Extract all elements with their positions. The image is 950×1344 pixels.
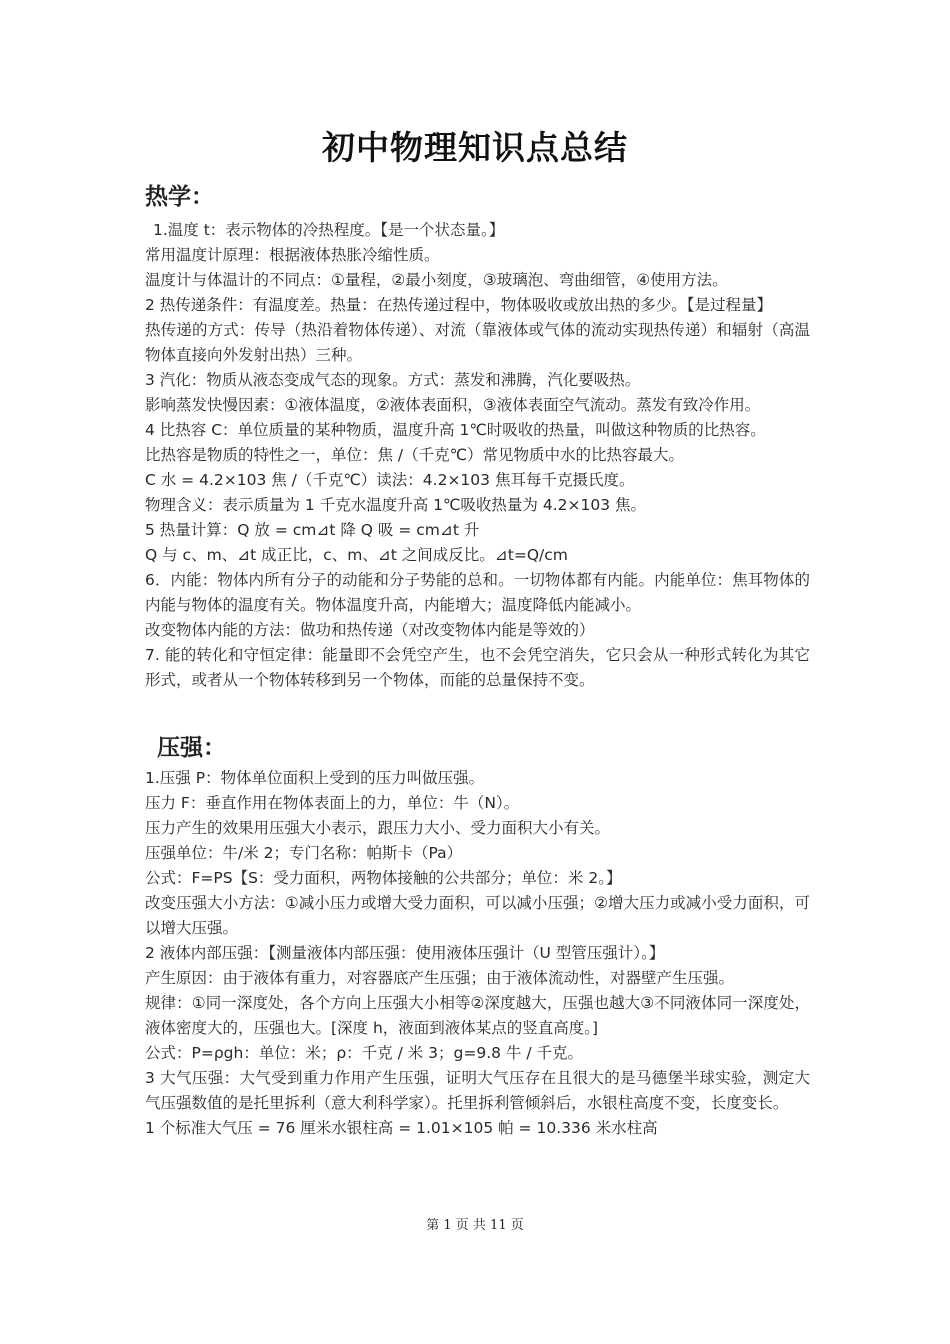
section-heading-pressure: 压强： [157,735,226,761]
paragraph: 压力产生的效果用压强大小表示，跟压力大小、受力面积大小有关。 [145,819,611,837]
paragraph: 1 个标准大气压 = 76 厘米水银柱高 = 1.01×105 帕 = 10.336 米水柱高 [145,1119,658,1137]
paragraph: 4 比热容 C：单位质量的某种物质，温度升高 1℃时吸收的热量，叫做这种物质的比热容。 [145,421,766,439]
page-title: 初中物理知识点总结 [322,128,628,167]
page-footer: 第 1 页 共 11 页 [426,1218,524,1233]
paragraph: 影响蒸发快慢因素：①液体温度，②液体表面积，③液体表面空气流动。蒸发有致冷作用。 [145,396,761,414]
paragraph: 比热容是物质的特性之一，单位：焦 /（千克℃）常见物质中水的比热容最大。 [145,446,685,464]
paragraph: 常用温度计原理：根据液体热胀冷缩性质。 [145,246,440,264]
paragraph: 7. 能的转化和守恒定律：能量即不会凭空产生，也不会凭空消失，它只会从一种形式转化为其它形式，或者从一个物体转移到另一个物体，而能的总量保持不变。 [145,646,810,689]
paragraph: 热传递的方式：传导（热沿着物体传递）、对流（靠液体或气体的流动实现热传递）和辐射（高温物体直接向外发射出热）三种。 [145,321,810,364]
paragraph: 公式：P=ρgh：单位：米；ρ：千克 / 米 3；g=9.8 牛 / 千克。 [145,1044,584,1062]
paragraph: 温度计与体温计的不同点：①量程，②最小刻度，③玻璃泡、弯曲细管，④使用方法。 [145,271,728,289]
paragraph: 公式：F=PS【S：受力面积，两物体接触的公共部分；单位：米 2。】 [145,869,622,887]
paragraph: 2 热传递条件：有温度差。热量：在热传递过程中，物体吸收或放出热的多少。【是过程量】 [145,296,773,314]
paragraph: 改变物体内能的方法：做功和热传递（对改变物体内能是等效的） [145,621,595,639]
paragraph: 1.压强 P：物体单位面积上受到的压力叫做压强。 [145,769,485,787]
paragraph: 1.温度 t：表示物体的冷热程度。【是一个状态量。】 [153,221,505,239]
paragraph: 压强单位：牛/米 2；专门名称：帕斯卡（Pa） [145,844,463,862]
paragraph: 3 汽化：物质从液态变成气态的现象。方式：蒸发和沸腾，汽化要吸热。 [145,371,641,389]
paragraph: 产生原因：由于液体有重力，对容器底产生压强；由于液体流动性，对器壁产生压强。 [145,969,735,987]
paragraph: 物理含义：表示质量为 1 千克水温度升高 1℃吸收热量为 4.2×103 焦。 [145,496,646,514]
paragraph: 5 热量计算：Q 放 = cm⊿t 降 Q 吸 = cm⊿t 升 [145,521,480,539]
section-heading-thermology: 热学： [145,184,214,210]
paragraph: 规律：①同一深度处，各个方向上压强大小相等②深度越大，压强也越大③不同液体同一深度处，液体密度大的，压强也大。[深度 h，液面到液体某点的竖直高度。] [145,994,810,1037]
paragraph: 改变压强大小方法：①减小压力或增大受力面积，可以减小压强；②增大压力或减小受力面积，可以增大压强。 [145,894,810,937]
paragraph: 压力 F：垂直作用在物体表面上的力，单位：牛（N）。 [145,794,520,812]
paragraph: Q 与 c、m、⊿t 成正比，c、m、⊿t 之间成反比。⊿t=Q/cm [145,546,568,564]
section-body-thermology [145,218,810,693]
paragraph: 2 液体内部压强：【测量液体内部压强：使用液体压强计（U 型管压强计）。】 [145,944,665,962]
paragraph: 3 大气压强：大气受到重力作用产生压强，证明大气压存在且很大的是马德堡半球实验，测定大气压强数值的是托里拆利（意大利科学家）。托里拆利管倾斜后，水银柱高度不变，长度变长。 [145,1069,810,1112]
paragraph: 6．内能：物体内所有分子的动能和分子势能的总和。一切物体都有内能。内能单位：焦耳物体的内能与物体的温度有关。物体温度升高，内能增大；温度降低内能减小。 [145,571,810,614]
section-body-pressure [145,766,810,1141]
paragraph: C 水 = 4.2×103 焦 /（千克℃）读法：4.2×103 焦耳每千克摄氏度。 [145,471,635,489]
